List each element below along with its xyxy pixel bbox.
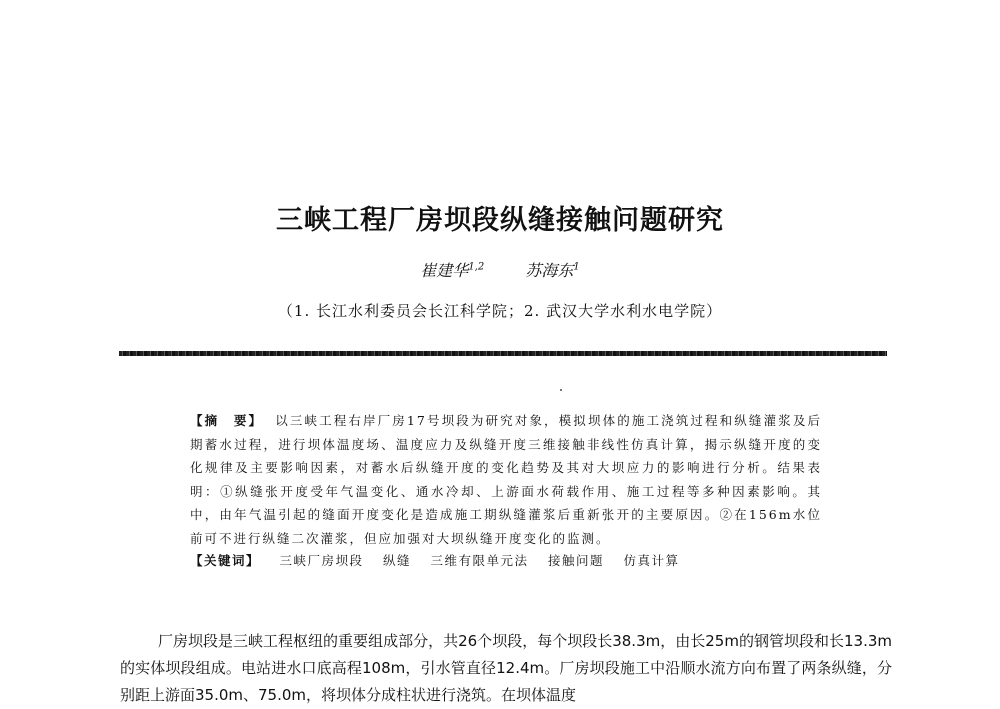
keyword-item: 纵缝 xyxy=(383,553,412,568)
author-1-name: 崔建华 xyxy=(420,261,469,280)
keyword-item: 三峡厂房坝段 xyxy=(279,553,364,568)
keywords-block xyxy=(190,549,822,573)
keyword-item: 仿真计算 xyxy=(623,553,680,568)
keyword-item: 接触问题 xyxy=(548,553,605,568)
author-2-affil-marker: 1 xyxy=(573,261,580,273)
header-divider xyxy=(119,351,887,356)
author-line xyxy=(0,258,1000,281)
keyword-item: 三维有限单元法 xyxy=(430,553,529,568)
body-paragraph xyxy=(120,628,892,709)
abstract-block xyxy=(190,409,822,550)
author-1-affil-marker: 1,2 xyxy=(468,261,485,273)
body-paragraph-text: 厂房坝段是三峡工程枢纽的重要组成部分，共26个坝段，每个坝段长38.3m，由长25m的钢管坝段和长13.3m的实体坝段组成。电站进水口底高程108m，引水管直径12.4m。厂房坝段施工中沿顺水流方向布置了两条纵缝，分别距上游面35.0m、75.0m，将坝体分成柱状进行浇筑。在坝体温度 xyxy=(120,632,892,704)
paper-title: 三峡工程厂房坝段纵缝接触问题研究 xyxy=(276,205,724,236)
author-2-name: 苏海东 xyxy=(525,261,574,280)
author-1 xyxy=(420,261,484,280)
affiliation-line: （1. 长江水利委员会长江科学院；2. 武汉大学水利水电学院） xyxy=(277,302,723,320)
author-2 xyxy=(525,261,579,280)
scan-speck xyxy=(560,389,562,391)
abstract-heading: 【摘 要】 xyxy=(190,413,264,428)
keywords-heading: 【关键词】 xyxy=(190,553,261,568)
abstract-text: 以三峡工程右岸厂房17号坝段为研究对象，模拟坝体的施工浇筑过程和纵缝灌浆及后期蓄水过程，进行坝体温度场、温度应力及纵缝开度三维接触非线性仿真计算，揭示纵缝开度的变化规律及主要影响因素，对蓄水后纵缝开度的变化趋势及其对大坝应力的影响进行分析。结果表明：①纵缝张开度受年气温变化、通水冷却、上游面水荷载作用、施工过程等多种因素影响。其中，由年气温引起的缝面开度变化是造成施工期纵缝灌浆后重新张开的主要原因。②在156m水位前可不进行纵缝二次灌浆，但应加强对大坝纵缝开度变化的监测。 xyxy=(190,413,822,546)
